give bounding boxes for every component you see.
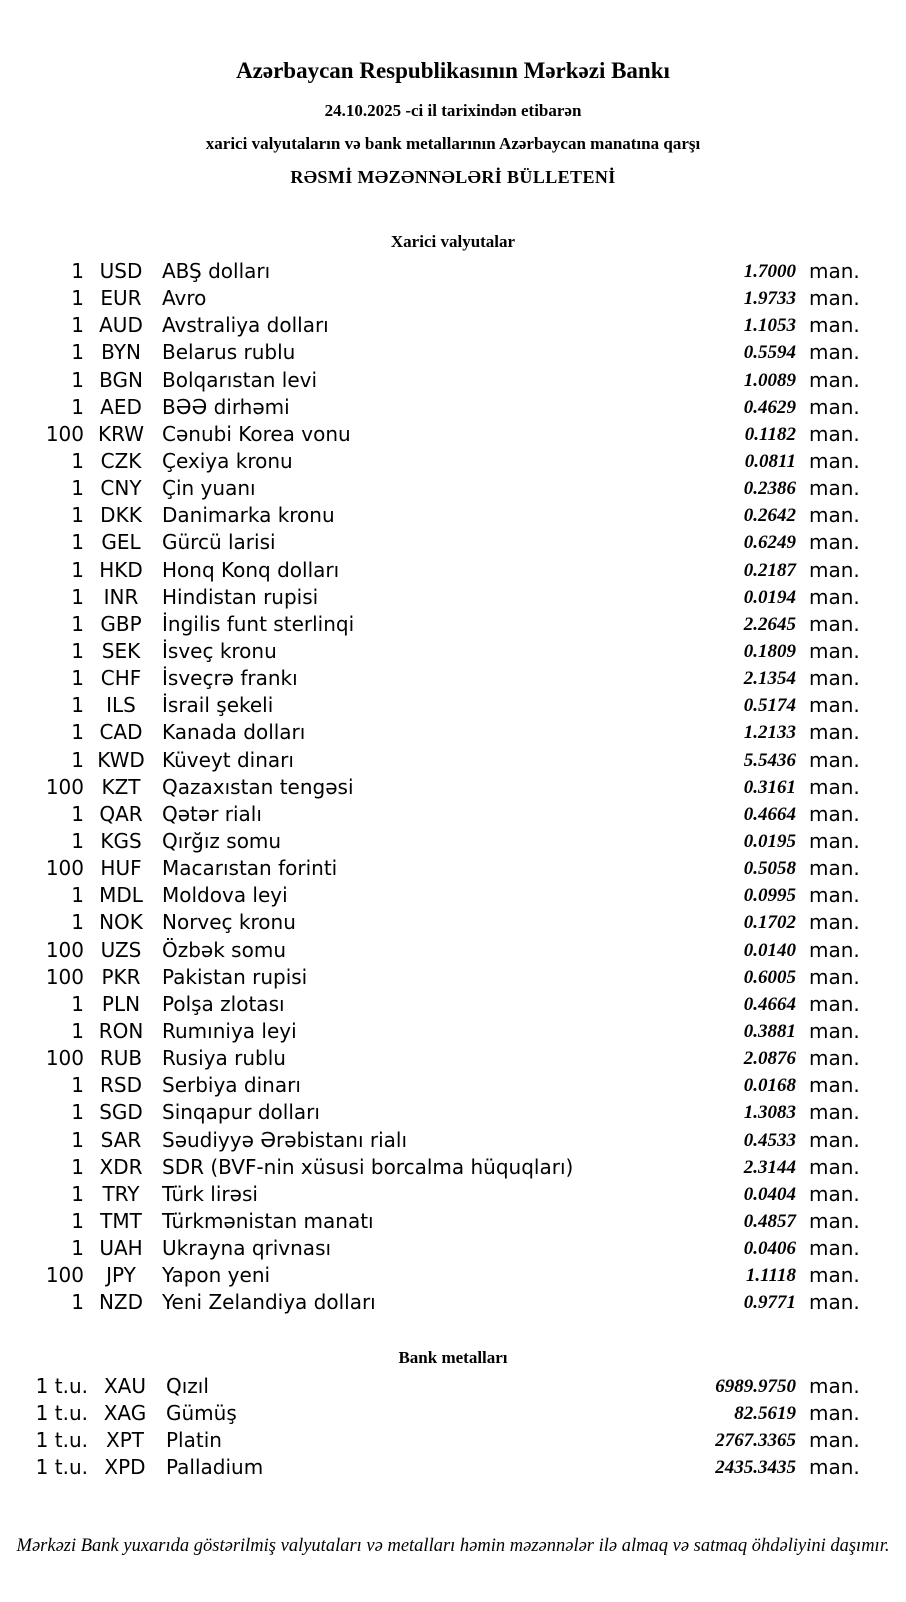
unit-label-cell: man.: [809, 449, 860, 474]
rate-row: [0, 964, 906, 991]
rate-row: [0, 1208, 906, 1235]
currency-name-cell: Türkmənistan manatı: [162, 1208, 374, 1233]
unit-label-cell: man.: [809, 1073, 860, 1098]
rate-row: [0, 1018, 906, 1045]
unit-label-cell: man.: [809, 1154, 860, 1179]
amount-cell: 1: [71, 611, 84, 636]
amount-cell: 1 t.u.: [35, 1374, 88, 1399]
rate-value-cell: 0.0168: [743, 1075, 796, 1097]
unit-label-cell: man.: [809, 829, 860, 854]
rate-row: [0, 1454, 906, 1481]
currency-code-cell: USD: [99, 259, 143, 284]
rate-value-cell: 0.6005: [743, 966, 796, 988]
rate-value-cell: 0.9771: [743, 1292, 796, 1314]
amount-cell: 1: [71, 720, 84, 745]
rate-row: [0, 312, 906, 339]
currency-name-cell: İsrail şekeli: [162, 693, 274, 718]
rate-value-cell: 1.1053: [743, 315, 796, 337]
amount-cell: 1: [71, 313, 84, 338]
currency-name-cell: Rusiya rublu: [162, 1046, 286, 1071]
currency-name-cell: BƏƏ dirhəmi: [162, 394, 290, 419]
currency-name-cell: Gürcü larisi: [162, 530, 276, 555]
rate-row: [0, 1427, 906, 1454]
rate-value-cell: 0.0140: [743, 939, 796, 961]
currency-code-cell: CNY: [100, 476, 142, 501]
rate-value-cell: 0.3881: [743, 1021, 796, 1042]
amount-cell: 100: [45, 421, 84, 446]
currency-code-cell: JPY: [106, 1263, 136, 1288]
currency-code-cell: SEK: [101, 639, 141, 664]
unit-label-cell: man.: [809, 394, 860, 419]
currency-code-cell: PLN: [101, 991, 141, 1016]
amount-cell: 100: [45, 856, 84, 881]
rate-value-cell: 0.0811: [744, 451, 796, 473]
rate-value-cell: 2.2645: [743, 613, 796, 635]
unit-label-cell: man.: [809, 693, 860, 718]
currency-name-cell: Qızıl: [166, 1374, 209, 1399]
currency-code-cell: UZS: [100, 937, 142, 962]
amount-cell: 100: [45, 774, 84, 799]
unit-label-cell: man.: [809, 801, 860, 826]
amount-cell: 1: [71, 991, 84, 1016]
unit-label-cell: man.: [809, 313, 860, 338]
rate-value-cell: 0.0195: [743, 831, 796, 853]
unit-label-cell: man.: [809, 1455, 860, 1480]
unit-label-cell: man.: [809, 1236, 860, 1261]
amount-cell: 1: [71, 584, 84, 609]
rate-value-cell: 2.3144: [743, 1156, 796, 1178]
rate-value-cell: 0.0404: [743, 1183, 796, 1205]
rate-value-cell: 2767.3365: [715, 1430, 796, 1452]
currency-name-cell: Cənubi Korea vonu: [162, 421, 351, 446]
unit-label-cell: man.: [809, 476, 860, 501]
currency-code-cell: BGN: [99, 367, 143, 392]
unit-label-cell: man.: [809, 557, 860, 582]
rate-row: [0, 367, 906, 394]
rate-row: [0, 258, 906, 285]
currency-name-cell: Bolqarıstan levi: [162, 367, 318, 392]
currency-name-cell: İngilis funt sterlinqi: [162, 611, 355, 636]
amount-cell: 1 t.u.: [35, 1428, 88, 1453]
currency-name-cell: Hindistan rupisi: [162, 584, 319, 609]
rate-value-cell: 0.2642: [743, 505, 796, 527]
currency-code-cell: HKD: [99, 557, 143, 582]
metal-section-title: Bank metalları: [398, 1348, 508, 1367]
rate-row: [0, 1099, 906, 1126]
rate-row: [0, 747, 906, 774]
currency-code-cell: INR: [103, 584, 139, 609]
amount-cell: 1: [71, 530, 84, 555]
rate-value-cell: 1.3083: [743, 1102, 796, 1124]
amount-cell: 100: [45, 1263, 84, 1288]
unit-label-cell: man.: [809, 883, 860, 908]
rate-value-cell: 1.0089: [743, 369, 796, 391]
rate-row: [0, 882, 906, 909]
amount-cell: 1: [71, 340, 84, 365]
currency-name-cell: Küveyt dinarı: [162, 747, 294, 772]
currency-name-cell: Macarıstan forinti: [162, 856, 338, 881]
amount-cell: 1: [71, 910, 84, 935]
rate-value-cell: 0.0194: [743, 586, 796, 608]
rate-row: [0, 584, 906, 611]
unit-label-cell: man.: [809, 1263, 860, 1288]
currency-code-cell: NZD: [98, 1290, 144, 1315]
amount-cell: 100: [45, 964, 84, 989]
amount-cell: 1: [71, 747, 84, 772]
currency-section-title: Xarici valyutalar: [390, 232, 516, 251]
rate-row: [0, 285, 906, 312]
rate-value-cell: 0.1702: [743, 912, 796, 934]
rate-row: [0, 1045, 906, 1072]
rate-row: [0, 1262, 906, 1289]
unit-label-cell: man.: [809, 286, 860, 311]
currency-code-cell: BYN: [101, 340, 141, 365]
currency-code-cell: CHF: [100, 666, 142, 691]
amount-cell: 1: [71, 449, 84, 474]
currency-name-cell: Yeni Zelandiya dolları: [162, 1290, 376, 1315]
rate-row: [0, 692, 906, 719]
unit-label-cell: man.: [809, 340, 860, 365]
effective-date-line: 24.10.2025 -ci il tarixindən etibarən: [324, 101, 582, 120]
rate-row: [0, 448, 906, 475]
currency-code-cell: EUR: [100, 286, 142, 311]
unit-label-cell: man.: [809, 666, 860, 691]
rate-row: [0, 828, 906, 855]
currency-code-cell: SAR: [100, 1127, 142, 1152]
amount-cell: 1: [71, 693, 84, 718]
unit-label-cell: man.: [809, 611, 860, 636]
rate-value-cell: 1.9733: [743, 288, 796, 310]
currency-name-cell: İsveçrə frankı: [162, 666, 298, 691]
amount-cell: 1: [71, 557, 84, 582]
amount-cell: 1: [71, 503, 84, 528]
rate-row: [0, 937, 906, 964]
rate-value-cell: 0.4857: [743, 1210, 796, 1232]
rate-row: [0, 475, 906, 502]
currency-name-cell: Çin yuanı: [162, 476, 256, 501]
currency-code-cell: MDL: [99, 883, 143, 908]
currency-code-cell: XAG: [103, 1401, 147, 1426]
currency-name-cell: Rumıniya leyi: [162, 1019, 297, 1043]
unit-label-cell: man.: [809, 530, 860, 555]
unit-label-cell: man.: [809, 774, 860, 799]
amount-cell: 1: [71, 394, 84, 419]
currency-code-cell: XPD: [104, 1455, 146, 1480]
currency-code-cell: KGS: [100, 829, 142, 854]
rate-row: [0, 1373, 906, 1400]
rate-value-cell: 1.7000: [743, 261, 796, 283]
rate-value-cell: 0.0995: [743, 885, 796, 907]
amount-cell: 1: [71, 1127, 84, 1152]
currency-name-cell: Qırğız somu: [162, 829, 282, 854]
currency-code-cell: CZK: [100, 449, 142, 474]
currency-name-cell: Palladium: [166, 1455, 264, 1480]
amount-cell: 1 t.u.: [35, 1455, 88, 1480]
rate-value-cell: 82.5619: [734, 1403, 796, 1425]
currency-code-cell: GBP: [100, 611, 142, 636]
currency-name-cell: Belarus rublu: [162, 340, 296, 365]
rate-row: [0, 801, 906, 828]
currency-code-cell: TMT: [100, 1208, 142, 1233]
currency-code-cell: UAH: [99, 1236, 143, 1261]
amount-cell: 1: [71, 286, 84, 311]
rate-row: [0, 855, 906, 882]
amount-cell: 1: [71, 801, 84, 826]
currency-name-cell: Ukrayna qrivnası: [162, 1236, 332, 1261]
currency-name-cell: Qətər rialı: [162, 801, 262, 826]
currency-name-cell: SDR (BVF-nin xüsusi borcalma hüquqları): [162, 1154, 574, 1179]
unit-label-cell: man.: [809, 1374, 860, 1399]
unit-label-cell: man.: [809, 856, 860, 881]
currency-code-cell: TRY: [102, 1181, 140, 1206]
unit-label-cell: man.: [809, 503, 860, 528]
currency-name-cell: ABŞ dolları: [162, 259, 271, 284]
unit-label-cell: man.: [809, 964, 860, 989]
unit-label-cell: man.: [809, 639, 860, 664]
currency-name-cell: Norveç kronu: [162, 910, 296, 935]
rate-value-cell: 1.2133: [743, 722, 796, 744]
currency-name-cell: Gümüş: [166, 1401, 237, 1426]
amount-cell: 1: [71, 1181, 84, 1206]
currency-code-cell: KWD: [97, 747, 145, 772]
unit-label-cell: man.: [809, 259, 860, 284]
amount-cell: 1: [71, 1073, 84, 1098]
amount-cell: 1: [71, 1208, 84, 1233]
currency-name-cell: Pakistan rupisi: [162, 964, 308, 989]
rate-value-cell: 2.0876: [743, 1048, 796, 1070]
currency-code-cell: AUD: [99, 313, 143, 338]
rate-row: [0, 1400, 906, 1427]
unit-label-cell: man.: [809, 1100, 860, 1125]
currency-name-cell: Səudiyyə Ərəbistanı rialı: [162, 1127, 408, 1152]
unit-label-cell: man.: [809, 1046, 860, 1071]
rate-row: [0, 1289, 906, 1316]
currency-name-cell: Serbiya dinarı: [162, 1073, 301, 1098]
amount-cell: 1: [71, 829, 84, 854]
currency-code-cell: RSD: [100, 1073, 142, 1098]
currency-name-cell: Özbək somu: [162, 937, 286, 962]
currency-code-cell: KZT: [101, 774, 141, 799]
currency-name-cell: Sinqapur dolları: [162, 1100, 320, 1125]
rate-value-cell: 0.4664: [743, 993, 796, 1015]
unit-label-cell: man.: [809, 1290, 860, 1315]
bulletin-title: RƏSMİ MƏZƏNNƏLƏRİ BÜLLETENİ: [290, 167, 616, 187]
currency-code-cell: ILS: [106, 693, 136, 718]
unit-label-cell: man.: [809, 1428, 860, 1453]
unit-label-cell: man.: [809, 720, 860, 745]
currency-name-cell: Platin: [166, 1428, 222, 1453]
currency-code-cell: AED: [100, 394, 142, 419]
rate-row: [0, 1154, 906, 1181]
rate-value-cell: 0.2386: [743, 478, 796, 500]
currency-name-cell: Qazaxıstan tengəsi: [162, 774, 354, 799]
rate-row: [0, 339, 906, 366]
amount-cell: 1: [71, 666, 84, 691]
currency-name-cell: Honq Konq dolları: [162, 557, 340, 582]
unit-label-cell: man.: [809, 584, 860, 609]
currency-code-cell: NOK: [99, 910, 143, 935]
unit-label-cell: man.: [809, 1208, 860, 1233]
bank-name-title: Azərbaycan Respublikasının Mərkəzi Bankı: [236, 58, 670, 83]
unit-label-cell: man.: [809, 747, 860, 772]
unit-label-cell: man.: [809, 1127, 860, 1152]
rate-row: [0, 1072, 906, 1099]
currency-name-cell: Polşa zlotası: [162, 991, 285, 1016]
unit-label-cell: man.: [809, 1181, 860, 1206]
currency-name-cell: İsveç kronu: [162, 639, 277, 664]
unit-label-cell: man.: [809, 991, 860, 1016]
currency-code-cell: HUF: [100, 856, 142, 881]
rate-row: [0, 529, 906, 556]
rate-row: [0, 638, 906, 665]
rate-row: [0, 421, 906, 448]
currency-code-cell: XPT: [106, 1428, 144, 1453]
currency-name-cell: Avro: [162, 286, 207, 311]
amount-cell: 1: [71, 1236, 84, 1261]
currency-name-cell: Türk lirəsi: [162, 1181, 258, 1206]
unit-label-cell: man.: [809, 910, 860, 935]
currency-name-cell: Çexiya kronu: [162, 449, 293, 474]
amount-cell: 1: [71, 367, 84, 392]
rate-value-cell: 5.5436: [743, 749, 796, 771]
currency-code-cell: PKR: [101, 964, 141, 989]
currency-name-cell: Moldova leyi: [162, 883, 288, 908]
rate-row: [0, 1235, 906, 1262]
currency-code-cell: DKK: [100, 503, 142, 528]
currency-code-cell: GEL: [101, 530, 141, 555]
currency-name-cell: Kanada dolları: [162, 720, 306, 745]
unit-label-cell: man.: [809, 1019, 860, 1043]
rate-value-cell: 0.1182: [744, 423, 796, 445]
amount-cell: 100: [45, 937, 84, 962]
rate-row: [0, 557, 906, 584]
rate-row: [0, 665, 906, 692]
currency-code-cell: XAU: [103, 1374, 147, 1399]
rate-row: [0, 909, 906, 936]
rate-value-cell: 0.4664: [743, 803, 796, 825]
unit-label-cell: man.: [809, 1401, 860, 1426]
rate-value-cell: 0.4533: [743, 1129, 796, 1151]
currency-name-cell: Avstraliya dolları: [162, 313, 329, 338]
rate-row: [0, 1127, 906, 1154]
amount-cell: 1: [71, 476, 84, 501]
unit-label-cell: man.: [809, 421, 860, 446]
unit-label-cell: man.: [809, 937, 860, 962]
rate-value-cell: 0.5594: [743, 342, 796, 364]
rate-value-cell: 0.5174: [743, 695, 796, 717]
rate-row: [0, 502, 906, 529]
rate-value-cell: 0.0406: [743, 1238, 796, 1260]
rate-value-cell: 0.6249: [743, 532, 796, 554]
currency-name-cell: Yapon yeni: [162, 1263, 271, 1288]
currency-code-cell: KRW: [98, 421, 144, 446]
currency-rate-table: [0, 258, 906, 1316]
rate-value-cell: 0.3161: [743, 776, 796, 798]
currency-name-cell: Danimarka kronu: [162, 503, 335, 528]
currency-code-cell: QAR: [99, 801, 143, 826]
disclaimer-note: Mərkəzi Bank yuxarıda göstərilmiş valyutaları və metalları həmin məzənnələr ilə almaq və satmaq öhdəliyini daşımır.: [16, 1536, 890, 1556]
amount-cell: 1: [71, 1290, 84, 1315]
amount-cell: 1: [71, 1100, 84, 1125]
amount-cell: 100: [45, 1046, 84, 1071]
rate-value-cell: 0.1809: [743, 641, 796, 663]
rate-row: [0, 611, 906, 638]
amount-cell: 1: [71, 639, 84, 664]
currency-code-cell: RON: [98, 1019, 144, 1043]
bulletin-subtitle: xarici valyutaların və bank metallarının Azərbaycan manatına qarşı: [205, 134, 701, 153]
rate-value-cell: 0.5058: [743, 858, 796, 880]
rate-row: [0, 991, 906, 1018]
amount-cell: 1: [71, 1019, 84, 1043]
metal-rate-table: [0, 1373, 906, 1482]
currency-code-cell: XDR: [99, 1154, 143, 1179]
amount-cell: 1: [71, 883, 84, 908]
amount-cell: 1: [71, 259, 84, 284]
rate-value-cell: 2.1354: [743, 668, 796, 690]
currency-code-cell: RUB: [99, 1046, 143, 1071]
rate-row: [0, 719, 906, 746]
rate-row: [0, 774, 906, 801]
rate-row: [0, 1181, 906, 1208]
rate-value-cell: 0.2187: [743, 559, 796, 581]
rate-value-cell: 2435.3435: [715, 1457, 796, 1479]
amount-cell: 1: [71, 1154, 84, 1179]
currency-code-cell: SGD: [99, 1100, 143, 1125]
rate-value-cell: 6989.9750: [715, 1376, 796, 1398]
amount-cell: 1 t.u.: [35, 1401, 88, 1426]
rate-value-cell: 0.4629: [743, 396, 796, 418]
currency-code-cell: CAD: [99, 720, 143, 745]
rate-row: [0, 394, 906, 421]
unit-label-cell: man.: [809, 367, 860, 392]
rate-value-cell: 1.1118: [745, 1265, 796, 1287]
